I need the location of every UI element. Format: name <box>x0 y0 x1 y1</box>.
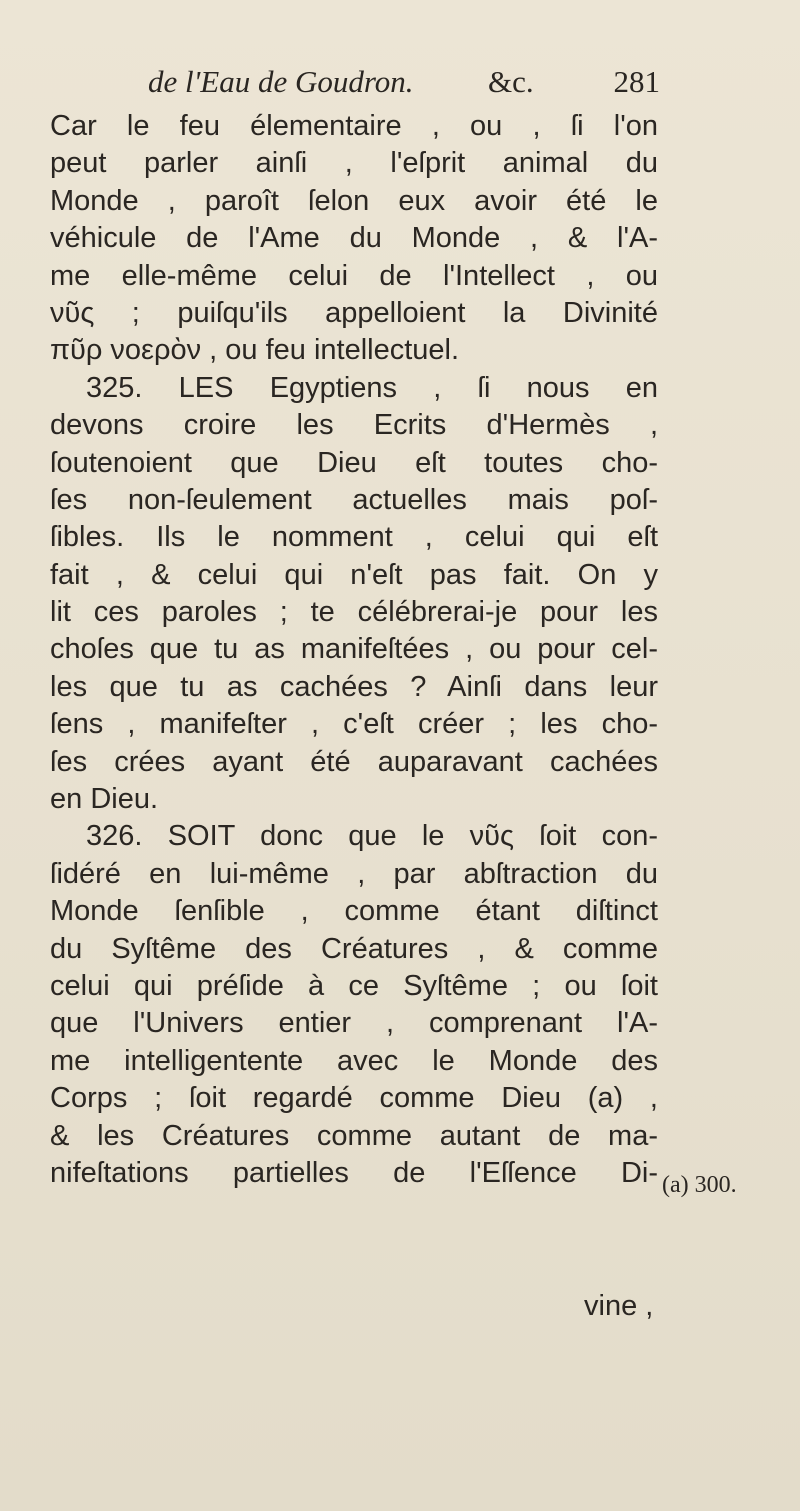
text-line: πῦρ νοερὸν , ou feu intellectuel. <box>50 334 460 367</box>
text-line: ſes crées ayant été auparavant cachées <box>50 745 658 778</box>
running-title: de l'Eau de Goudron. <box>148 64 414 99</box>
text-line: véhicule de l'Ame du Monde , & l'A- <box>50 222 658 255</box>
text-line: nifeſtations partielles de l'Eſſence Di- <box>50 1156 658 1189</box>
text-line: en Dieu. <box>50 783 159 816</box>
text-line: Corps ; ſoit regardé comme Dieu (a) , <box>50 1082 658 1115</box>
paragraph-326-start: 326. SOIT donc que le νῦς ſoit con- <box>86 820 658 853</box>
running-header <box>140 64 660 106</box>
paragraph-325-start: 325. LES Egyptiens , ſi nous en <box>86 371 658 404</box>
text-line: me elle-même celui de l'Intellect , ou <box>50 259 658 292</box>
text-line: du Syſtême des Créatures , & comme <box>50 932 658 965</box>
running-title-etc: &c. <box>488 64 534 99</box>
text-line: ſoutenoient que Dieu eſt toutes cho- <box>50 446 658 479</box>
text-line: peut parler ainſi , l'eſprit animal du <box>50 147 658 180</box>
text-line: & les Créatures comme autant de ma- <box>50 1119 658 1152</box>
text-line: choſes que tu as manifeſtées , ou pour cel- <box>50 633 658 666</box>
text-line: Car le feu élementaire , ou , ſi l'on <box>50 110 658 142</box>
text-line: que l'Univers entier , comprenant l'A- <box>50 1007 658 1040</box>
text-line: νῦς ; puiſqu'ils appelloient la Divinité <box>50 296 658 329</box>
catchword: vine , <box>584 1290 654 1322</box>
text-line: lit ces paroles ; te célébrerai-je pour les <box>50 596 658 629</box>
text-line: ſes non-ſeulement actuelles mais poſ- <box>50 483 658 516</box>
text-line: ſidéré en lui-même , par abſtraction du <box>50 857 658 890</box>
marginal-note: (a) 300. <box>662 1172 737 1198</box>
text-line: ſens , manifeſter , c'eſt créer ; les cho- <box>50 708 658 741</box>
text-line: les que tu as cachées ? Ainſi dans leur <box>50 670 658 703</box>
text-line: Monde , paroît ſelon eux avoir été le <box>50 184 658 217</box>
text-line: fait , & celui qui n'eſt pas fait. On y <box>50 558 658 591</box>
text-line: Monde ſenſible , comme étant diſtinct <box>50 895 658 928</box>
text-line: devons croire les Ecrits d'Hermès , <box>50 409 658 442</box>
text-line: me intelligentente avec le Monde des <box>50 1044 658 1077</box>
text-line: celui qui préſide à ce Syſtême ; ou ſoit <box>50 969 658 1002</box>
text-body <box>50 108 658 1192</box>
text-line: ſibles. Ils le nomment , celui qui eſt <box>50 521 658 554</box>
page-number: 281 <box>613 64 660 99</box>
